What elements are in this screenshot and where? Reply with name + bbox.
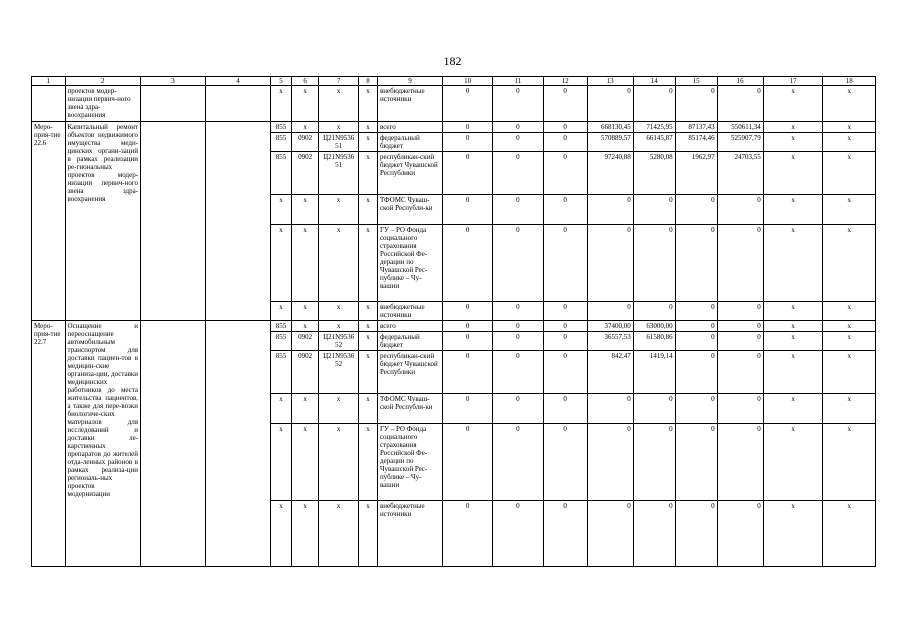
value-cell: 87137,43 xyxy=(675,122,717,133)
value-cell: 0 xyxy=(543,86,587,122)
value-cell: х xyxy=(359,424,378,501)
value-cell: 71425,95 xyxy=(633,122,675,133)
value-cell: 0 xyxy=(442,501,492,567)
value-cell: 855 xyxy=(271,321,292,332)
value-cell: 0 xyxy=(633,501,675,567)
value-cell: 0 xyxy=(675,424,717,501)
value-cell: 0 xyxy=(675,394,717,424)
funding-source-cell: ТФОМС Чуваш-ской Республи-ки xyxy=(377,394,442,424)
value-cell: 0 xyxy=(442,225,492,302)
value-cell: 24703,55 xyxy=(717,152,763,195)
event-number-cell: Меро-прия-тие 22.7 xyxy=(32,321,66,567)
header-row xyxy=(32,77,876,86)
value-cell: Ц21N9536 52 xyxy=(319,351,359,394)
value-cell: 0 xyxy=(633,394,675,424)
value-cell: 0 xyxy=(442,424,492,501)
funding-source-cell: ГУ – РО Фонда социального страхования Российской Фе-дерации по Чувашской Рес-публике – Чу-вашии xyxy=(377,225,442,302)
header-cell: 7 xyxy=(319,77,359,86)
value-cell: х xyxy=(763,122,823,133)
value-cell: 0 xyxy=(442,86,492,122)
value-cell: 66145,87 xyxy=(633,133,675,152)
empty-cell xyxy=(141,321,206,567)
value-cell: 668130,45 xyxy=(587,122,633,133)
funding-source-cell: ТФОМС Чуваш-ской Республи-ки xyxy=(377,195,442,225)
table-row xyxy=(32,122,876,133)
value-cell: х xyxy=(271,424,292,501)
value-cell: х xyxy=(319,86,359,122)
value-cell: 0 xyxy=(587,501,633,567)
value-cell: Ц21N9536 51 xyxy=(319,133,359,152)
value-cell: 5280,08 xyxy=(633,152,675,195)
value-cell: х xyxy=(823,501,876,567)
value-cell: 0 xyxy=(493,501,543,567)
value-cell: 0902 xyxy=(292,351,319,394)
value-cell: х xyxy=(359,133,378,152)
value-cell: 0 xyxy=(675,86,717,122)
value-cell: х xyxy=(271,501,292,567)
value-cell: 570889,57 xyxy=(587,133,633,152)
value-cell: 0 xyxy=(587,394,633,424)
empty-cell xyxy=(206,86,271,122)
value-cell: х xyxy=(823,394,876,424)
value-cell: х xyxy=(292,195,319,225)
value-cell: 0 xyxy=(543,133,587,152)
value-cell: 0 xyxy=(493,302,543,321)
value-cell: Ц21N9536 51 xyxy=(319,152,359,195)
value-cell: х xyxy=(823,152,876,195)
value-cell: х xyxy=(292,501,319,567)
value-cell: х xyxy=(823,321,876,332)
value-cell: 0 xyxy=(543,501,587,567)
value-cell: 0 xyxy=(717,394,763,424)
value-cell: х xyxy=(823,332,876,351)
value-cell: 0 xyxy=(543,152,587,195)
value-cell: х xyxy=(763,394,823,424)
value-cell: х xyxy=(763,321,823,332)
value-cell: 0 xyxy=(717,225,763,302)
header-cell: 8 xyxy=(359,77,378,86)
value-cell: х xyxy=(823,86,876,122)
value-cell: х xyxy=(359,501,378,567)
value-cell: 0 xyxy=(442,195,492,225)
value-cell: х xyxy=(359,321,378,332)
value-cell: 0 xyxy=(442,122,492,133)
value-cell: 0 xyxy=(442,394,492,424)
funding-source-cell: ГУ – РО Фонда социального страхования Российской Фе-дерации по Чувашской Рес-публике – Чу-вашии xyxy=(377,424,442,501)
value-cell: х xyxy=(823,122,876,133)
value-cell: х xyxy=(319,501,359,567)
value-cell: 0 xyxy=(493,424,543,501)
value-cell: 842,47 xyxy=(587,351,633,394)
value-cell: х xyxy=(763,225,823,302)
value-cell: 0 xyxy=(675,225,717,302)
value-cell: х xyxy=(292,225,319,302)
value-cell: 0902 xyxy=(292,133,319,152)
funding-source-cell: республикан-ский бюджет Чувашской Республики xyxy=(377,351,442,394)
value-cell: 855 xyxy=(271,122,292,133)
value-cell: 0 xyxy=(493,152,543,195)
value-cell: 0 xyxy=(442,321,492,332)
event-name-cell: Оснащение и переоснащение автомобильным транспортом для доставки пациен-тов в медицин-ские организа-ции, доставки медицинских работников до места жительства пациентов, а также для пере-возки биологиче-ских материалов для исследований и доставки ле-карственных препаратов до жителей отда-ленных районов в рамках реализа-ции региональ-ных проектов модернизации xyxy=(65,321,140,567)
value-cell: 0 xyxy=(717,195,763,225)
header-cell: 17 xyxy=(763,77,823,86)
value-cell: 0 xyxy=(587,86,633,122)
value-cell: х xyxy=(763,302,823,321)
funding-source-cell: внебюджетные источники xyxy=(377,302,442,321)
empty-cell xyxy=(206,122,271,321)
value-cell: 0 xyxy=(493,122,543,133)
value-cell: х xyxy=(319,302,359,321)
value-cell: х xyxy=(319,225,359,302)
value-cell: 0 xyxy=(717,302,763,321)
value-cell: 0 xyxy=(493,394,543,424)
value-cell: х xyxy=(823,351,876,394)
value-cell: х xyxy=(763,332,823,351)
value-cell: 0 xyxy=(633,195,675,225)
value-cell: 0 xyxy=(543,195,587,225)
value-cell: х xyxy=(763,133,823,152)
value-cell: х xyxy=(271,195,292,225)
funding-source-cell: федеральный бюджет xyxy=(377,133,442,152)
funding-source-cell: внебюджетные источники xyxy=(377,86,442,122)
value-cell: 855 xyxy=(271,351,292,394)
value-cell: х xyxy=(292,122,319,133)
value-cell: 0 xyxy=(633,86,675,122)
header-cell: 11 xyxy=(493,77,543,86)
value-cell: х xyxy=(359,351,378,394)
value-cell: 61580,86 xyxy=(633,332,675,351)
value-cell: 0 xyxy=(493,195,543,225)
value-cell: х xyxy=(823,133,876,152)
header-cell: 9 xyxy=(377,77,442,86)
value-cell: х xyxy=(763,424,823,501)
header-cell: 15 xyxy=(675,77,717,86)
value-cell: 0 xyxy=(587,225,633,302)
value-cell: х xyxy=(359,302,378,321)
value-cell: 0 xyxy=(633,302,675,321)
value-cell: 0 xyxy=(442,152,492,195)
funding-source-cell: всего xyxy=(377,122,442,133)
value-cell: 37400,00 xyxy=(587,321,633,332)
header-cell: 10 xyxy=(442,77,492,86)
event-number-cell: Меро-прия-тие 22.6 xyxy=(32,122,66,321)
value-cell: 0 xyxy=(717,321,763,332)
value-cell: 0 xyxy=(717,332,763,351)
value-cell: 0 xyxy=(587,424,633,501)
value-cell: 0 xyxy=(543,122,587,133)
value-cell: х xyxy=(763,501,823,567)
value-cell: 85174,46 xyxy=(675,133,717,152)
value-cell: х xyxy=(763,351,823,394)
funding-source-cell: всего xyxy=(377,321,442,332)
value-cell: 0 xyxy=(442,351,492,394)
table-row xyxy=(32,86,876,122)
value-cell: 0 xyxy=(493,133,543,152)
header-cell: 14 xyxy=(633,77,675,86)
header-cell: 6 xyxy=(292,77,319,86)
value-cell: х xyxy=(271,86,292,122)
value-cell: х xyxy=(292,394,319,424)
value-cell: 855 xyxy=(271,133,292,152)
value-cell: 0 xyxy=(675,195,717,225)
value-cell: х xyxy=(359,122,378,133)
value-cell: Ц21N9536 52 xyxy=(319,332,359,351)
page-number: 182 xyxy=(443,54,462,68)
value-cell: 1962,97 xyxy=(675,152,717,195)
value-cell: 0 xyxy=(675,302,717,321)
value-cell: 0 xyxy=(493,351,543,394)
value-cell: х xyxy=(271,302,292,321)
value-cell: 0 xyxy=(543,321,587,332)
value-cell: 0 xyxy=(717,86,763,122)
value-cell: х xyxy=(319,321,359,332)
value-cell: 0 xyxy=(543,351,587,394)
value-cell: х xyxy=(359,225,378,302)
event-number-cell xyxy=(32,86,66,122)
header-cell: 4 xyxy=(206,77,271,86)
empty-cell xyxy=(141,86,206,122)
value-cell: х xyxy=(271,394,292,424)
value-cell: 525907,79 xyxy=(717,133,763,152)
value-cell: 0 xyxy=(675,332,717,351)
value-cell: х xyxy=(319,195,359,225)
value-cell: 0902 xyxy=(292,152,319,195)
value-cell: х xyxy=(292,86,319,122)
value-cell: 0 xyxy=(493,332,543,351)
value-cell: 0 xyxy=(493,86,543,122)
event-name-cell: проектов модер-низации первич-ного звена здра-воохранения xyxy=(65,86,140,122)
value-cell: 0 xyxy=(675,321,717,332)
value-cell: х xyxy=(359,86,378,122)
value-cell: х xyxy=(319,394,359,424)
value-cell: 0 xyxy=(543,225,587,302)
value-cell: х xyxy=(319,424,359,501)
value-cell: х xyxy=(292,302,319,321)
value-cell: х xyxy=(292,424,319,501)
value-cell: 855 xyxy=(271,152,292,195)
value-cell: 63000,00 xyxy=(633,321,675,332)
value-cell: х xyxy=(823,424,876,501)
header-cell: 5 xyxy=(271,77,292,86)
value-cell: х xyxy=(359,195,378,225)
value-cell: х xyxy=(823,302,876,321)
table-row xyxy=(32,321,876,332)
value-cell: 0 xyxy=(717,351,763,394)
event-name-cell: Капитальный ремонт объектов недвижимого имущества меди-цинских органи-заций в рамках реализации ре-гиональных проектов модер-низации первич-ного звена здра-воохранения xyxy=(65,122,140,321)
value-cell: х xyxy=(319,122,359,133)
header-cell: 2 xyxy=(65,77,140,86)
value-cell: 0 xyxy=(717,424,763,501)
funding-source-cell: федеральный бюджет xyxy=(377,332,442,351)
value-cell: х xyxy=(763,195,823,225)
value-cell: 0 xyxy=(675,501,717,567)
funding-source-cell: республикан-ский бюджет Чувашской Республики xyxy=(377,152,442,195)
header-cell: 3 xyxy=(141,77,206,86)
value-cell: 0 xyxy=(543,394,587,424)
value-cell: 0 xyxy=(442,133,492,152)
value-cell: х xyxy=(359,394,378,424)
empty-cell xyxy=(206,321,271,567)
header-cell: 12 xyxy=(543,77,587,86)
value-cell: х xyxy=(359,332,378,351)
empty-cell xyxy=(141,122,206,321)
value-cell: 0 xyxy=(543,302,587,321)
value-cell: х xyxy=(763,152,823,195)
funding-source-cell: внебюджетные источники xyxy=(377,501,442,567)
value-cell: 0 xyxy=(587,302,633,321)
value-cell: 550611,34 xyxy=(717,122,763,133)
value-cell: 0 xyxy=(442,302,492,321)
budget-table xyxy=(31,76,876,567)
value-cell: 0 xyxy=(493,321,543,332)
header-cell: 13 xyxy=(587,77,633,86)
header-cell: 1 xyxy=(32,77,66,86)
value-cell: 0 xyxy=(717,501,763,567)
header-cell: 18 xyxy=(823,77,876,86)
value-cell: 0 xyxy=(442,332,492,351)
value-cell: х xyxy=(763,86,823,122)
header-cell: 16 xyxy=(717,77,763,86)
value-cell: 0 xyxy=(543,332,587,351)
value-cell: 97240,88 xyxy=(587,152,633,195)
value-cell: 0 xyxy=(587,195,633,225)
value-cell: х xyxy=(823,225,876,302)
value-cell: 0 xyxy=(633,424,675,501)
value-cell: 0 xyxy=(675,351,717,394)
value-cell: 0 xyxy=(543,424,587,501)
value-cell: 0902 xyxy=(292,332,319,351)
value-cell: х xyxy=(359,152,378,195)
value-cell: х xyxy=(292,321,319,332)
value-cell: 0 xyxy=(633,225,675,302)
value-cell: х xyxy=(823,195,876,225)
value-cell: х xyxy=(271,225,292,302)
value-cell: 0 xyxy=(493,225,543,302)
value-cell: 1419,14 xyxy=(633,351,675,394)
value-cell: 36557,53 xyxy=(587,332,633,351)
value-cell: 855 xyxy=(271,332,292,351)
